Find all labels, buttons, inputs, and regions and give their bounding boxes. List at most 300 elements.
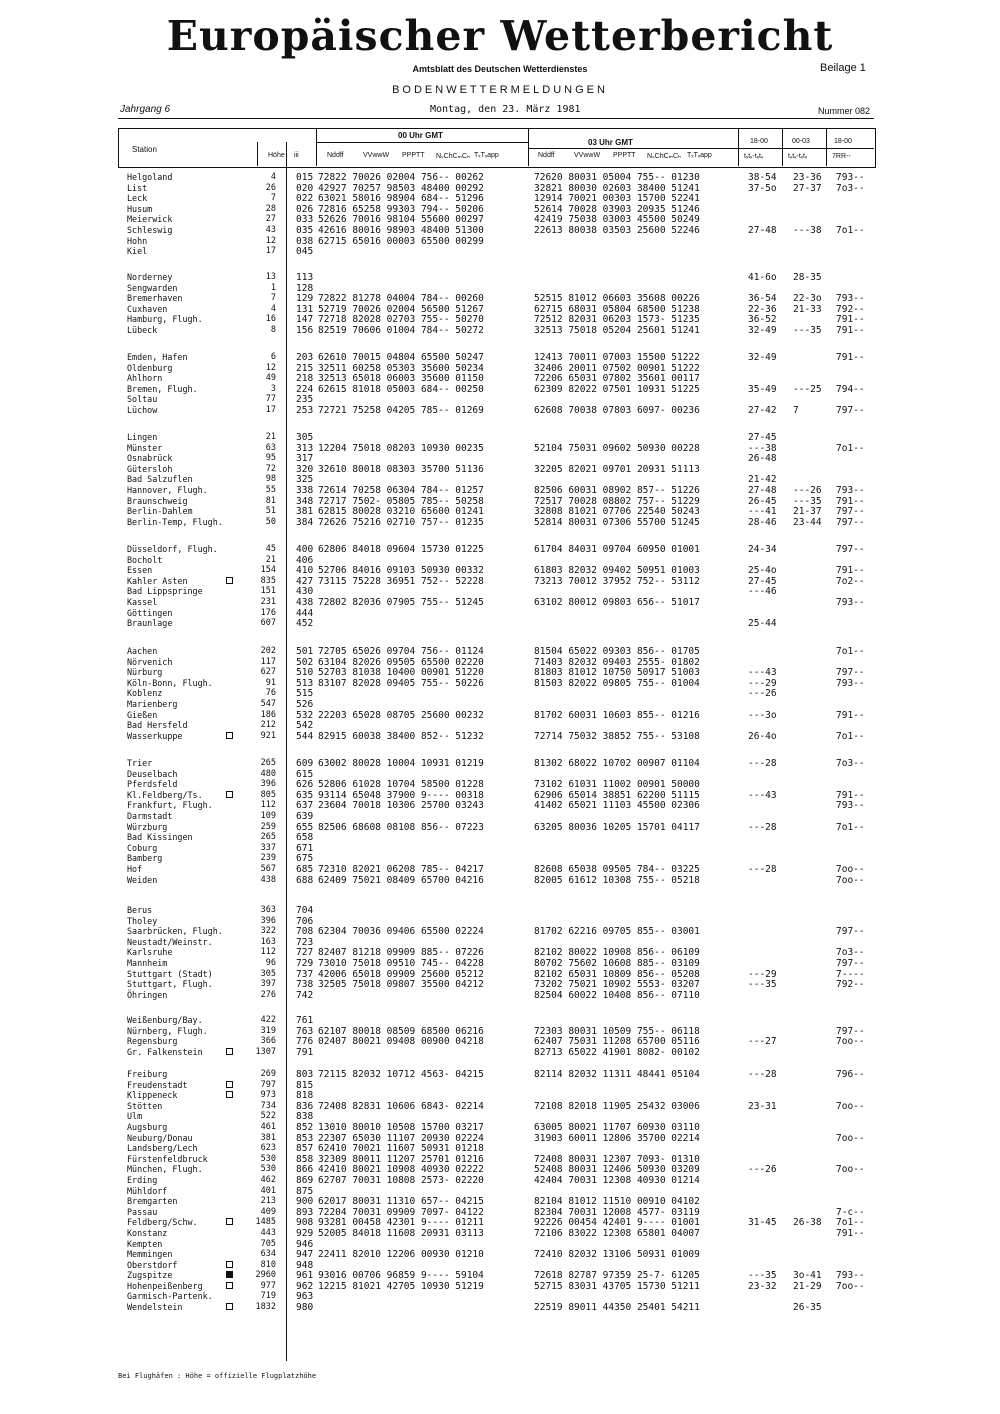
obs-00-gmt: 63021 58016 98904 684-- 51296 (318, 193, 484, 205)
table-row (0, 373, 1000, 384)
precip-code: 794-- (836, 383, 865, 395)
station-index: 384 (296, 516, 314, 528)
station-index: 742 (296, 989, 314, 1001)
station-height: 8 (270, 324, 276, 335)
station-name: Weiden (127, 874, 158, 885)
table-row (0, 394, 1000, 405)
station-index: 615 (296, 768, 314, 780)
temp-range-2: 28-35 (793, 272, 822, 283)
station-index: 215 (296, 362, 314, 374)
station-height: 623 (260, 1143, 276, 1154)
subtitle: Amtsblatt des Deutschen Wetterdienstes (412, 64, 588, 74)
table-row (0, 485, 1000, 496)
obs-03-gmt: 72517 70028 08802 757-- 51229 (534, 495, 700, 507)
precip-code: 797-- (836, 667, 865, 679)
table-row (0, 875, 1000, 886)
obs-03-gmt: 32205 82021 09701 20931 51113 (534, 463, 700, 475)
precip-code: 791-- (836, 495, 865, 507)
obs-00-gmt: 22203 65028 08705 25600 00232 (318, 709, 484, 721)
temp-range-1: 23-31 (748, 1100, 777, 1112)
station-name: Braunlage (127, 618, 173, 629)
station-index: 532 (296, 709, 314, 721)
obs-03-gmt: 82005 61612 10308 755-- 05218 (534, 874, 700, 886)
table-row (0, 1015, 1000, 1026)
station-name: Mühldorf (127, 1185, 168, 1196)
table-row (0, 193, 1000, 204)
temp-range-1: ---26 (748, 1164, 777, 1176)
table-row (0, 1026, 1000, 1037)
obs-03-gmt: 72512 82031 06203 1573- 51235 (534, 314, 700, 326)
obs-00-gmt: 72802 82036 07905 755-- 51245 (318, 596, 484, 608)
station-name: Düsseldorf, Flugh. (127, 544, 218, 554)
table-row (0, 183, 1000, 194)
station-height: 805 (260, 789, 276, 800)
table-row (0, 800, 1000, 811)
station-name: Lübeck (127, 324, 158, 335)
table-row (0, 172, 1000, 183)
station-name: Kassel (127, 596, 158, 607)
precip-code: 7oo-- (836, 1164, 865, 1176)
obs-03-gmt: 82104 81012 11510 00910 04102 (534, 1196, 700, 1208)
temp-range-2: 27-37 (793, 182, 822, 194)
temp-range-1: 24-34 (748, 544, 777, 555)
temp-range-2: 26-38 (793, 1217, 822, 1229)
station-index: 838 (296, 1111, 314, 1123)
col-range-3: 18-00 (834, 138, 852, 145)
station-index: 513 (296, 677, 314, 689)
station-index: 427 (296, 575, 314, 587)
obs-03-gmt: 62407 75031 11208 65700 05116 (534, 1036, 700, 1048)
table-row (0, 1302, 1000, 1313)
obs-00-gmt: 12204 75018 08203 10930 00235 (318, 442, 484, 454)
station-height: 12 (265, 235, 276, 246)
temp-range-1: ---28 (748, 1069, 777, 1080)
station-height: 705 (260, 1238, 276, 1249)
table-row (0, 1207, 1000, 1218)
station-index: 515 (296, 688, 314, 700)
station-height: 627 (260, 667, 276, 678)
station-index: 727 (296, 947, 314, 959)
station-name: Neuburg/Donau (127, 1132, 193, 1143)
station-name: Ulm (127, 1111, 143, 1122)
station-height: 27 (265, 214, 276, 225)
station-height: 366 (260, 1036, 276, 1047)
obs-03-gmt: 72410 82032 13106 50931 01009 (534, 1249, 700, 1261)
station-index: 658 (296, 832, 314, 844)
temp-range-2: 21-37 (793, 506, 822, 518)
table-row (0, 214, 1000, 225)
temp-range-1: 27-48 (748, 484, 777, 496)
table-row (0, 496, 1000, 507)
station-index: 128 (296, 282, 314, 294)
precip-code: 7oo-- (836, 1036, 865, 1048)
table-row (0, 1111, 1000, 1122)
table-row (0, 474, 1000, 485)
station-index: 400 (296, 544, 314, 555)
station-name: Freiburg (127, 1069, 168, 1079)
precip-code: 797-- (836, 926, 865, 938)
station-height: 26 (265, 182, 276, 193)
obs-00-gmt: 72408 82831 10606 6843- 02214 (318, 1100, 484, 1112)
station-index: 313 (296, 442, 314, 454)
station-height: 7 (270, 193, 276, 204)
station-name: Stuttgart, Flugh. (127, 979, 213, 990)
station-index: 869 (296, 1174, 314, 1186)
station-index: 858 (296, 1153, 314, 1165)
obs-00-gmt: 82519 70606 01004 784-- 50272 (318, 324, 484, 336)
temp-range-1: 27-45 (748, 432, 777, 443)
station-name: Lüchow (127, 404, 158, 415)
table-row (0, 979, 1000, 990)
precip-code: 793-- (836, 293, 865, 305)
table-row (0, 769, 1000, 780)
table-row (0, 304, 1000, 315)
col-station: Station (132, 145, 157, 154)
station-name: Wasserkuppe (127, 730, 183, 741)
station-index: 900 (296, 1196, 314, 1208)
temp-range-1: 22-36 (748, 303, 777, 315)
station-height: 973 (260, 1090, 276, 1101)
table-row (0, 822, 1000, 833)
station-index: 406 (296, 554, 314, 566)
station-index: 853 (296, 1132, 314, 1144)
obs-03-gmt: 52814 80031 07306 55700 51245 (534, 516, 700, 528)
divider (738, 148, 874, 149)
divider (782, 128, 783, 166)
table-row (0, 779, 1000, 790)
obs-00-gmt: 42616 80016 98903 48400 51300 (318, 224, 484, 236)
divider (257, 142, 258, 166)
table-row (0, 1164, 1000, 1175)
obs-03-gmt: 82102 80022 10908 856-- 06109 (534, 947, 700, 959)
temp-range-2: ---35 (793, 324, 822, 336)
temp-range-2: ---35 (793, 495, 822, 507)
station-height: 522 (260, 1111, 276, 1122)
obs-03-gmt: 82102 65031 10809 856-- 05208 (534, 968, 700, 980)
station-name: Gießen (127, 709, 158, 720)
obs-03-gmt: 22519 89011 44350 25401 54211 (534, 1302, 700, 1314)
station-height: 72 (265, 463, 276, 474)
station-height: 1832 (255, 1302, 276, 1313)
table-row (0, 1270, 1000, 1281)
station-height: 17 (265, 404, 276, 415)
table-row (0, 443, 1000, 454)
precip-code: 791-- (836, 1227, 865, 1239)
table-row (0, 384, 1000, 395)
station-name: Hannover, Flugh. (127, 484, 208, 495)
station-index: 893 (296, 1206, 314, 1218)
temp-range-2: 22-3o (793, 293, 822, 305)
station-index: 203 (296, 352, 314, 363)
obs-00-gmt: 72822 81278 04004 784-- 00260 (318, 293, 484, 305)
precip-code: 7o1-- (836, 1217, 865, 1229)
table-row (0, 272, 1000, 283)
obs-00-gmt: 72718 82028 02703 755-- 50270 (318, 314, 484, 326)
precip-code: 7oo-- (836, 1100, 865, 1112)
station-height: 409 (260, 1206, 276, 1217)
col-range-2: 00-03 (792, 138, 810, 145)
temp-range-1: 23-32 (748, 1280, 777, 1292)
station-index: 129 (296, 293, 314, 305)
table-row (0, 1090, 1000, 1101)
table-row (0, 608, 1000, 619)
station-height: 265 (260, 832, 276, 843)
station-name: Weißenburg/Bay. (127, 1015, 203, 1025)
station-index: 671 (296, 842, 314, 854)
table-row (0, 432, 1000, 443)
obs-03-gmt: 72108 82018 11905 25432 03006 (534, 1100, 700, 1112)
station-index: 045 (296, 246, 314, 258)
table-row (0, 905, 1000, 916)
station-name: Frankfurt, Flugh. (127, 800, 213, 811)
temp-range-1: ---28 (748, 863, 777, 875)
square-icon (226, 1091, 233, 1098)
station-name: Berlin-Temp, Flugh. (127, 516, 223, 527)
square-icon (226, 577, 233, 584)
obs-03-gmt: 72206 65031 07802 35601 00117 (534, 373, 700, 385)
station-name: Bad Lippspringe (127, 586, 203, 597)
station-index: 501 (296, 646, 314, 657)
station-name: Oberstdorf (127, 1259, 178, 1270)
obs-03-gmt: 73202 75021 10902 5553- 03207 (534, 979, 700, 991)
table-row (0, 1080, 1000, 1091)
precip-code: 791-- (836, 789, 865, 801)
station-height: 21 (265, 554, 276, 565)
obs-00-gmt: 72115 82032 10712 4563- 04215 (318, 1069, 484, 1080)
temp-range-2: 21-29 (793, 1280, 822, 1292)
obs-00-gmt: 52703 81038 10400 00901 51220 (318, 667, 484, 679)
obs-00-gmt: 63104 82026 09505 65500 02220 (318, 656, 484, 668)
precip-code: 797-- (836, 506, 865, 518)
obs-00-gmt: 63002 80028 10004 10931 01219 (318, 758, 484, 769)
obs-00-gmt: 62409 75021 08409 65700 04216 (318, 874, 484, 886)
station-name: Klippeneck (127, 1090, 178, 1101)
station-name: Hof (127, 863, 143, 874)
obs-03-gmt: 31903 60011 12806 35700 02214 (534, 1132, 700, 1144)
precip-code: 791-- (836, 565, 865, 577)
obs-00-gmt: 62610 70015 04804 65500 50247 (318, 352, 484, 363)
station-index: 688 (296, 874, 314, 886)
station-index: 776 (296, 1036, 314, 1048)
station-height: 401 (260, 1185, 276, 1196)
table-row (0, 565, 1000, 576)
obs-00-gmt: 12215 81021 42705 10930 51219 (318, 1280, 484, 1292)
station-height: 112 (260, 800, 276, 811)
obs-03-gmt: 52614 70028 03903 20935 51246 (534, 203, 700, 215)
station-height: 265 (260, 758, 276, 768)
station-index: 708 (296, 926, 314, 938)
table-row (0, 790, 1000, 801)
station-index: 818 (296, 1090, 314, 1102)
report-date: Montag, den 23. März 1981 (430, 104, 581, 115)
temp-range-1: 38-54 (748, 172, 777, 183)
station-group (0, 758, 1000, 885)
col-temp-2: tₓtₓ-tₓtₓ (788, 153, 808, 160)
obs-03-gmt: 61704 84031 09704 60950 01001 (534, 544, 700, 555)
col-nddff-03: Nddff (538, 152, 555, 159)
precip-code: 792-- (836, 303, 865, 315)
temp-range-1: 21-42 (748, 474, 777, 486)
temp-range-1: 35-49 (748, 383, 777, 395)
station-height: 337 (260, 842, 276, 853)
station-height: 49 (265, 373, 276, 384)
station-group (0, 544, 1000, 629)
station-name: Kahler Asten (127, 575, 188, 586)
station-name: Lingen (127, 432, 158, 442)
temp-range-1: ---35 (748, 1270, 777, 1282)
station-name: Trier (127, 758, 153, 768)
temp-range-2: ---38 (793, 224, 822, 236)
station-name: Garmisch-Partenk. (127, 1291, 213, 1302)
temp-range-2: 26-35 (793, 1302, 822, 1314)
station-name: Coburg (127, 842, 158, 853)
obs-00-gmt: 42006 65018 09909 25600 05212 (318, 968, 484, 980)
obs-03-gmt: 42419 75038 03003 45500 50249 (534, 214, 700, 226)
table-row (0, 1196, 1000, 1207)
station-index: 815 (296, 1079, 314, 1091)
station-name: Fürstenfeldbruck (127, 1153, 208, 1164)
temp-range-2: ---25 (793, 383, 822, 395)
table-row (0, 843, 1000, 854)
table-row (0, 1249, 1000, 1260)
obs-03-gmt: 32406 20011 07502 00901 51222 (534, 362, 700, 374)
obs-00-gmt: 62615 81018 05003 684-- 00250 (318, 383, 484, 395)
square-icon (226, 732, 233, 739)
col-iii: iii (294, 152, 299, 159)
station-name: Saarbrücken, Flugh. (127, 926, 223, 937)
temp-range-1: ---29 (748, 677, 777, 689)
station-name: Münster (127, 442, 163, 453)
station-name: Erding (127, 1174, 158, 1185)
precip-code: 7o1-- (836, 442, 865, 454)
obs-00-gmt: 93281 00458 42301 9---- 01211 (318, 1217, 484, 1229)
obs-00-gmt: 72822 70026 02004 756-- 00262 (318, 172, 484, 183)
precip-code: 7o1-- (836, 730, 865, 742)
obs-00-gmt: 13010 80010 10508 15700 03217 (318, 1121, 484, 1133)
obs-03-gmt: 12914 70021 00303 15700 52241 (534, 193, 700, 205)
station-index: 410 (296, 565, 314, 577)
obs-03-gmt: 32808 81021 07706 22540 50243 (534, 506, 700, 518)
table-row (0, 720, 1000, 731)
station-height: 55 (265, 484, 276, 495)
station-name: Nürnberg, Flugh. (127, 1025, 208, 1036)
station-name: Berus (127, 905, 153, 915)
station-height: 480 (260, 768, 276, 779)
temp-range-2: 3o-41 (793, 1270, 822, 1282)
station-height: 91 (265, 677, 276, 688)
station-height: 396 (260, 779, 276, 790)
obs-00-gmt: 02407 80021 09408 00900 04218 (318, 1036, 484, 1048)
temp-range-1: ---27 (748, 1036, 777, 1048)
table-row (0, 1133, 1000, 1144)
station-index: 320 (296, 463, 314, 475)
station-height: 76 (265, 688, 276, 699)
table-row (0, 1260, 1000, 1271)
table-row (0, 657, 1000, 668)
station-index: 655 (296, 821, 314, 833)
precip-code: 791-- (836, 314, 865, 326)
square-icon (226, 1048, 233, 1055)
obs-00-gmt: 42927 70257 98503 48400 00292 (318, 182, 484, 194)
station-name: Bocholt (127, 554, 163, 565)
precip-code: 796-- (836, 1069, 865, 1080)
station-index: 609 (296, 758, 314, 769)
obs-03-gmt: 82713 65022 41901 8082- 00102 (534, 1046, 700, 1058)
table-row (0, 731, 1000, 742)
precip-code: 793-- (836, 172, 865, 183)
temp-range-1: 31-45 (748, 1217, 777, 1229)
station-group (0, 272, 1000, 336)
table-row (0, 1101, 1000, 1112)
station-index: 639 (296, 810, 314, 822)
obs-03-gmt: 32821 80030 02603 38400 51241 (534, 182, 700, 194)
station-index: 020 (296, 182, 314, 194)
square-icon (226, 1218, 233, 1225)
precip-code: 797-- (836, 957, 865, 969)
table-row (0, 1154, 1000, 1165)
station-name: Konstanz (127, 1227, 168, 1238)
obs-03-gmt: 52408 80031 12406 50930 03209 (534, 1164, 700, 1176)
obs-03-gmt: 72106 83022 12308 65801 04007 (534, 1227, 700, 1239)
station-height: 51 (265, 506, 276, 517)
station-name: Kempten (127, 1238, 163, 1249)
obs-00-gmt: 72705 65026 09704 756-- 01124 (318, 646, 484, 657)
section-title: BODENWETTERMELDUNGEN (392, 84, 608, 96)
station-height: 835 (260, 575, 276, 586)
table-row (0, 1122, 1000, 1133)
obs-03-gmt: 62608 70038 07803 6097- 00236 (534, 404, 700, 416)
station-height: 151 (260, 586, 276, 597)
temp-range-1: 26-4o (748, 730, 777, 742)
station-index: 929 (296, 1227, 314, 1239)
station-name: Neustadt/Weinstr. (127, 936, 213, 947)
station-index: 626 (296, 779, 314, 791)
table-row (0, 555, 1000, 566)
obs-00-gmt: 32511 60258 05303 35600 50234 (318, 362, 484, 374)
station-name: Braunschweig (127, 495, 188, 506)
table-row (0, 811, 1000, 822)
temp-range-1: ---29 (748, 968, 777, 980)
col-nclcmch-03: NₛChCₘCₕ (647, 153, 681, 160)
temp-range-1: 32-49 (748, 352, 777, 363)
station-index: 675 (296, 853, 314, 865)
table-row (0, 576, 1000, 587)
station-name: Meierwick (127, 214, 173, 225)
station-height: 109 (260, 810, 276, 821)
station-name: Bremen, Flugh. (127, 383, 198, 394)
obs-03-gmt: 82506 60031 08902 857-- 51226 (534, 484, 700, 496)
station-height: 276 (260, 989, 276, 1000)
temp-range-2: ---26 (793, 484, 822, 496)
station-height: 50 (265, 516, 276, 527)
obs-03-gmt: 82608 65038 09505 784-- 03225 (534, 863, 700, 875)
station-index: 430 (296, 586, 314, 598)
station-index: 706 (296, 915, 314, 927)
station-index: 723 (296, 936, 314, 948)
station-index: 224 (296, 383, 314, 395)
precip-code: 791-- (836, 352, 865, 363)
station-index: 542 (296, 720, 314, 732)
col-nclcmch: NₛChCₘCₕ (436, 153, 470, 160)
obs-03-gmt: 81302 68022 10702 00907 01104 (534, 758, 700, 769)
table-row (0, 1047, 1000, 1058)
station-name: Darmstadt (127, 810, 173, 821)
precip-code: 7o2-- (836, 575, 865, 587)
station-name: Bamberg (127, 853, 163, 864)
station-name: München, Flugh. (127, 1164, 203, 1175)
col-temp-1: tₓtₓ-tₓtₓ (744, 153, 764, 160)
precip-code: 7oo-- (836, 863, 865, 875)
